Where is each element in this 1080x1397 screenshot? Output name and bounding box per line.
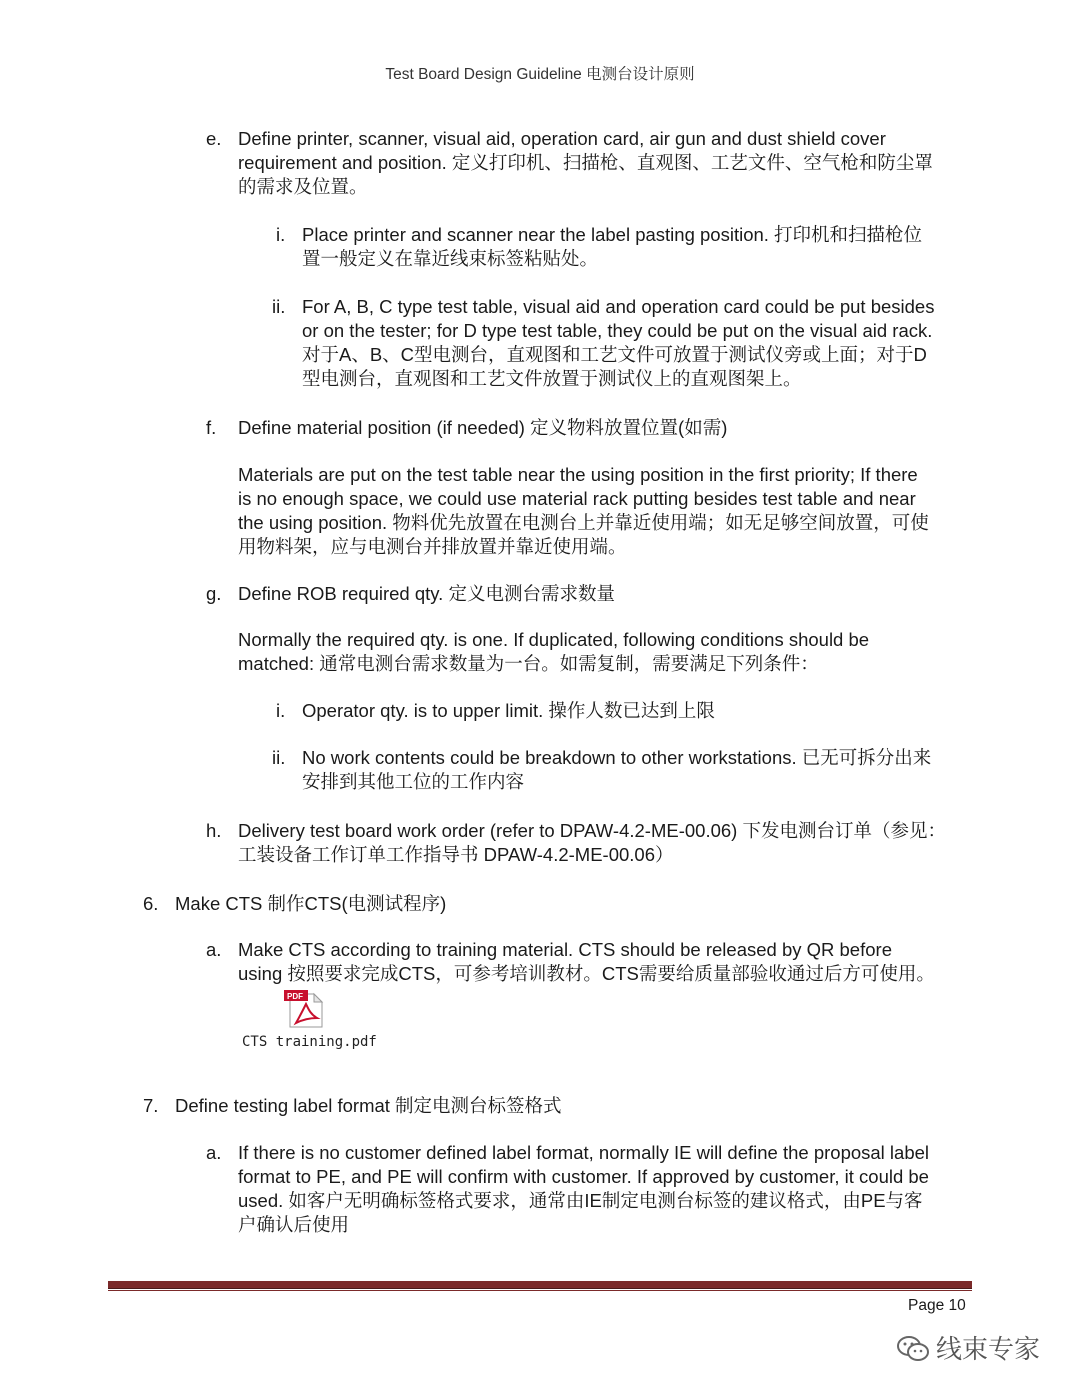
text-line: If there is no customer defined label format, normally IE will define the proposal label <box>238 1142 930 1163</box>
text-line: requirement and position. 定义打印机、扫描枪、直观图、工艺文件、空气枪和防尘罩 <box>238 152 933 173</box>
list-marker: i. <box>276 224 286 245</box>
text-line: Place printer and scanner near the label pasting position. 打印机和扫描枪位 <box>302 224 923 245</box>
text-line: For A, B, C type test table, visual aid and operation card could be put besides <box>302 296 935 317</box>
list-item-text <box>238 582 998 606</box>
list-item-text <box>238 1141 1018 1237</box>
page-number: Page 10 <box>908 1297 966 1314</box>
text-line: Define ROB required qty. 定义电测台需求数量 <box>238 583 615 604</box>
text-line: 对于A、B、C型电测台，直观图和工艺文件可放置于测试仪旁或上面；对于D <box>302 344 927 365</box>
text-line: matched: 通常电测台需求数量为一台。如需复制，需要满足下列条件： <box>238 653 819 674</box>
text-line: Materials are put on the test table near the using position in the first priority; If there <box>238 464 918 485</box>
section-heading <box>175 892 975 916</box>
footer-rule-thin <box>108 1290 972 1291</box>
section-number: 6. <box>143 893 159 914</box>
text-line: Normally the required qty. is one. If duplicated, following conditions should be <box>238 629 870 650</box>
paragraph <box>238 628 998 676</box>
text-line: 置一般定义在靠近线束标签粘贴处。 <box>302 248 599 269</box>
list-marker: i. <box>276 700 286 721</box>
text-line: No work contents could be breakdown to other workstations. 已无可拆分出来 <box>302 747 932 768</box>
text-line: is no enough space, we could use material rack putting besides test table and near <box>238 488 916 509</box>
paragraph <box>238 463 998 559</box>
text-line: Define material position (if needed) 定义物料放置位置(如需) <box>238 417 728 438</box>
list-item-text <box>238 127 998 199</box>
text-line: Operator qty. is to upper limit. 操作人数已达到上限 <box>302 700 715 721</box>
text-line: 的需求及位置。 <box>238 176 368 197</box>
list-item-text <box>302 699 1002 723</box>
text-line: Define testing label format 制定电测台标签格式 <box>175 1095 562 1116</box>
text-line: 工装设备工作订单工作指导书 DPAW-4.2-ME-00.06） <box>238 844 674 865</box>
list-marker: ii. <box>272 296 286 317</box>
text-line: using 按照要求完成CTS，可参考培训教材。CTS需要给质量部验收通过后方可使用。 <box>238 963 935 984</box>
text-line: 用物料架，应与电测台并排放置并靠近使用端。 <box>238 536 627 557</box>
pdf-attachment-icon[interactable] <box>284 990 326 1028</box>
pdf-badge-label: PDF <box>287 992 303 1001</box>
text-line: Define printer, scanner, visual aid, operation card, air gun and dust shield cover <box>238 128 886 149</box>
text-line: or on the tester; for D type test table, they could be put on the visual aid rack. <box>302 320 933 341</box>
text-line: 安排到其他工位的工作内容 <box>302 771 525 792</box>
section-number: 7. <box>143 1095 159 1116</box>
list-item-text <box>238 819 1018 867</box>
list-item-text <box>238 938 1018 986</box>
text-line: Delivery test board work order (refer to DPAW-4.2-ME-00.06) 下发电测台订单（参见： <box>238 820 946 841</box>
text-line: 型电测台，直观图和工艺文件放置于测试仪上的直观图架上。 <box>302 368 802 389</box>
watermark-text: 线束专家 <box>936 1334 1041 1364</box>
watermark <box>896 1334 1040 1364</box>
list-item-text <box>302 746 1002 794</box>
text-line: the using position. 物料优先放置在电测台上并靠近使用端；如无足够空间放置，可使 <box>238 512 929 533</box>
text-line: Make CTS 制作CTS(电测试程序) <box>175 893 447 914</box>
list-marker: h. <box>206 820 222 841</box>
section-heading <box>175 1094 975 1118</box>
text-line: 户确认后使用 <box>238 1214 350 1235</box>
text-line: format to PE, and PE will confirm with customer. If approved by customer, it could be <box>238 1166 929 1187</box>
footer-rule <box>108 1281 972 1289</box>
list-item-text <box>302 295 1002 391</box>
page-header: Test Board Design Guideline 电测台设计原则 <box>385 66 695 83</box>
list-item-text <box>238 416 998 440</box>
list-marker: ii. <box>272 747 286 768</box>
attachment-filename[interactable]: CTS training.pdf <box>242 1034 377 1050</box>
list-marker: f. <box>206 417 217 438</box>
list-marker: a. <box>206 939 222 960</box>
pdf-file-icon <box>284 990 326 1028</box>
list-marker: g. <box>206 583 222 604</box>
text-line: Make CTS according to training material. CTS should be released by QR before <box>238 939 892 960</box>
list-item-text <box>302 223 1002 271</box>
list-marker: a. <box>206 1142 222 1163</box>
list-marker: e. <box>206 128 222 149</box>
wechat-icon <box>896 1334 930 1364</box>
text-line: used. 如客户无明确标签格式要求，通常由IE制定电测台标签的建议格式，由PE与客 <box>238 1190 923 1211</box>
